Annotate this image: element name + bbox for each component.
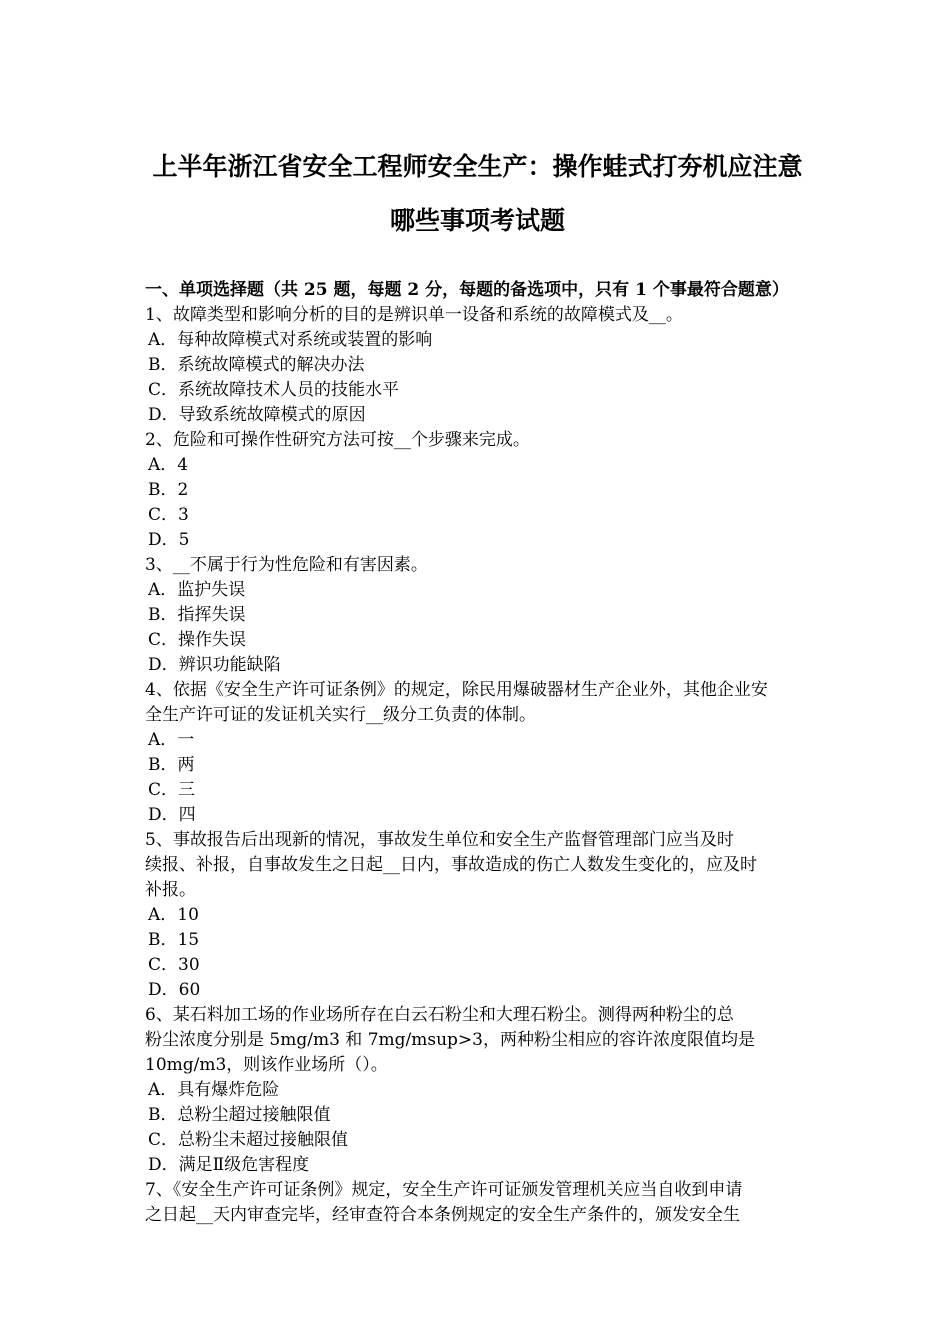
answer-option: C．三 (148, 780, 196, 800)
document-page (145, 140, 810, 1228)
question-stem-line: 3、__不属于行为性危险和有害因素。 (145, 555, 428, 575)
answer-option: A．每种故障模式对系统或装置的影响 (148, 330, 433, 350)
document-title (145, 140, 810, 248)
question-stem-line: 补报。 (145, 880, 196, 900)
answer-option: D．导致系统故障模式的原因 (148, 405, 366, 425)
question-stem (145, 828, 810, 903)
question-6 (145, 1003, 810, 1178)
question-list (145, 303, 810, 1228)
answer-option: A．10 (148, 905, 199, 925)
answer-option: B．系统故障模式的解决办法 (148, 355, 365, 375)
answer-option: A．监护失误 (148, 580, 246, 600)
title-line-2: 哪些事项考试题 (389, 206, 565, 235)
answer-option: C．系统故障技术人员的技能水平 (148, 380, 400, 400)
question-3 (145, 553, 810, 678)
title-line-1: 上半年浙江省安全工程师安全生产：操作蛙式打夯机应注意 (152, 152, 803, 181)
answer-option: B．指挥失误 (148, 605, 246, 625)
question-1 (145, 303, 810, 428)
answer-option: D．5 (148, 530, 190, 550)
question-7 (145, 1178, 810, 1228)
question-stem-line: 7、《安全生产许可证条例》规定，安全生产许可证颁发管理机关应当自收到申请 (145, 1180, 743, 1200)
answer-option: D．辨识功能缺陷 (148, 655, 281, 675)
answer-option: B．总粉尘超过接触限值 (148, 1105, 331, 1125)
question-4 (145, 678, 810, 828)
question-stem (145, 428, 810, 453)
question-stem-line: 粉尘浓度分别是 5mg/m3 和 7mg/msup>3，两种粉尘相应的容许浓度限值均是 (145, 1030, 755, 1050)
answer-option: B．2 (148, 480, 189, 500)
question-stem-line: 之日起__天内审查完毕，经审查符合本条例规定的安全生产条件的，颁发安全生 (145, 1205, 740, 1225)
answer-option: A．具有爆炸危险 (148, 1080, 280, 1100)
answer-option: A．一 (148, 730, 195, 750)
answer-option: C．3 (148, 505, 189, 525)
question-stem (145, 1178, 810, 1228)
question-stem-line: 6、某石料加工场的作业场所存在白云石粉尘和大理石粉尘。测得两种粉尘的总 (145, 1005, 734, 1025)
question-5 (145, 828, 810, 1003)
answer-option: D．60 (148, 980, 201, 1000)
question-stem-line: 2、危险和可操作性研究方法可按__个步骤来完成。 (145, 430, 530, 450)
question-stem-line: 5、事故报告后出现新的情况，事故发生单位和安全生产监督管理部门应当及时 (145, 830, 734, 850)
question-stem (145, 553, 810, 578)
answer-option: D．四 (148, 805, 196, 825)
answer-option: D．满足Ⅱ级危害程度 (148, 1155, 310, 1175)
question-stem (145, 678, 810, 728)
question-stem-line: 全生产许可证的发证机关实行__级分工负责的体制。 (145, 705, 536, 725)
section-heading: 一、单项选择题（共 25 题，每题 2 分，每题的备选项中，只有 1 个事最符合题意） (145, 280, 789, 300)
answer-option: C．操作失误 (148, 630, 247, 650)
question-stem-line: 10mg/m3，则该作业场所（）。 (145, 1055, 388, 1075)
answer-option: A．4 (148, 455, 189, 475)
question-stem-line: 1、故障类型和影响分析的目的是辨识单一设备和系统的故障模式及__。 (145, 305, 683, 325)
answer-option: C．30 (148, 955, 200, 975)
question-stem (145, 303, 810, 328)
question-stem-line: 续报、补报，自事故发生之日起__日内，事故造成的伤亡人数发生变化的，应及时 (145, 855, 757, 875)
answer-option: B．两 (148, 755, 195, 775)
question-stem-line: 4、依据《安全生产许可证条例》的规定，除民用爆破器材生产企业外，其他企业安 (145, 680, 768, 700)
answer-option: C．总粉尘未超过接触限值 (148, 1130, 349, 1150)
question-2 (145, 428, 810, 553)
answer-option: B．15 (148, 930, 200, 950)
question-stem (145, 1003, 810, 1078)
